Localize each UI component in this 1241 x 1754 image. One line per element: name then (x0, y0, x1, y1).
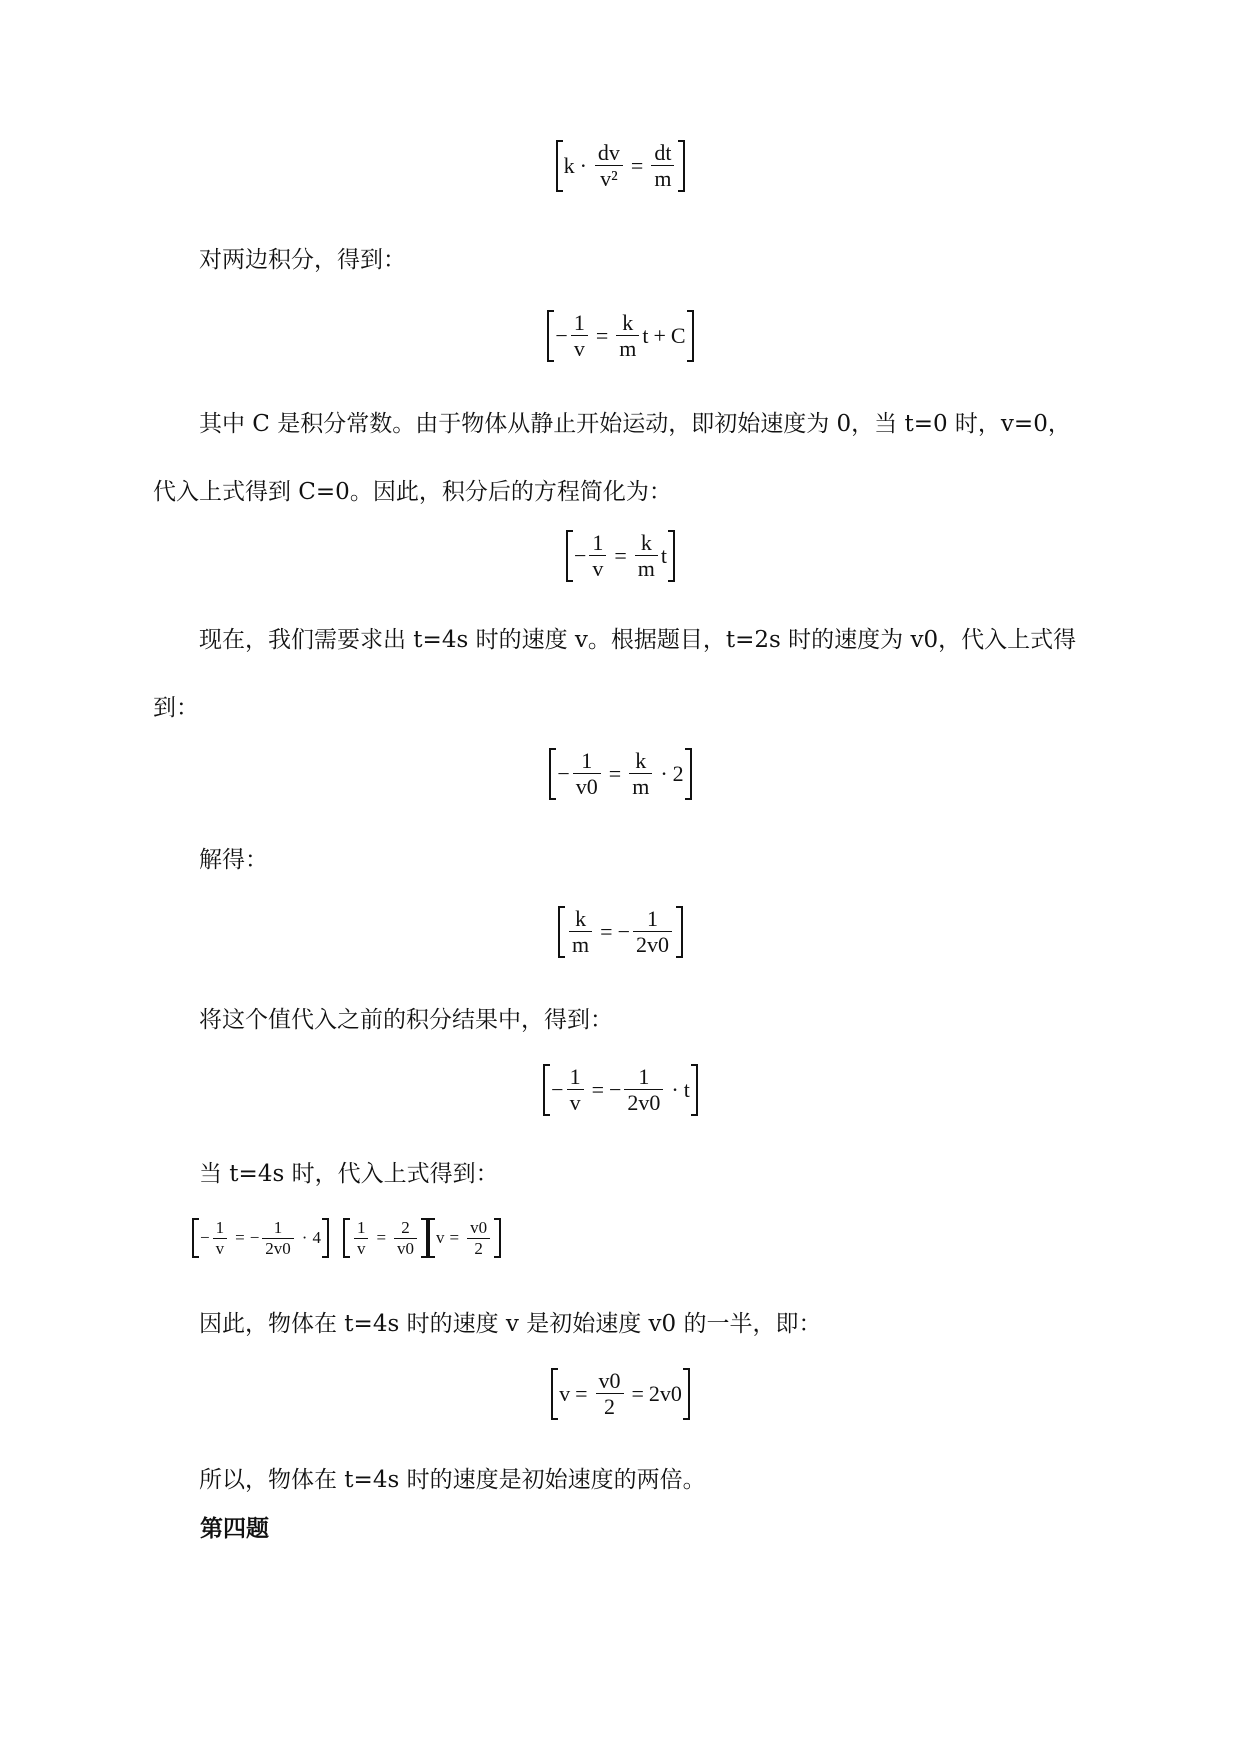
equation-at-t2: − $\frac{1}{v0}$ = $\frac{k}{m}$ · 2 (0, 748, 1241, 800)
equation-k-over-m: $\frac{k}{m}$ = − $\frac{1}{2v0}$ (0, 906, 1241, 958)
paragraph-substitute: 将这个值代入之前的积分结果中，得到： (199, 1007, 613, 1033)
paragraph-conclusion: 所以，物体在 t=4s 时的速度是初始速度的两倍。 (199, 1467, 706, 1493)
equation-t4-b: $\frac{1}{v}$ = $\frac{2}{v0}$ (343, 1218, 428, 1258)
paragraph-therefore: 因此，物体在 t=4s 时的速度 v 是初始速度 v0 的一半，即： (199, 1311, 822, 1337)
paragraph-constant: 其中 C 是积分常数。由于物体从静止开始运动，即初始速度为 0，当 t=0 时，v=0，代入上式得到 C=0。因此，积分后的方程简化为： (153, 411, 1071, 505)
equation-result: v = $\frac{v0}{2}$ = 2v0 (0, 1368, 1241, 1420)
equation-t4-c: v = $\frac{v0}{2}$ (428, 1218, 501, 1258)
paragraph-solve: 解得： (199, 847, 268, 873)
equation-separation: k · $\frac{dv}{\text{v²}}$ = $\frac{dt}{m}$ (0, 140, 1241, 192)
equation-row-t4 (192, 1218, 501, 1258)
equation-simplified: − $\frac{1}{v}$ = $\frac{k}{m}$ t (0, 530, 1241, 582)
paragraph-find-velocity: 现在，我们需要求出 t=4s 时的速度 v。根据题目，t=2s 时的速度为 v0，代入上式得到： (153, 627, 1077, 721)
equation-velocity-time: − $\frac{1}{v}$ = − $\frac{1}{2v0}$ · t (0, 1064, 1241, 1116)
paragraph-integrate: 对两边积分，得到： (199, 247, 406, 273)
section-heading: 第四题 (200, 1515, 269, 1542)
paragraph-at-t4: 当 t=4s 时，代入上式得到： (199, 1161, 499, 1187)
equation-t4-a: − $\frac{1}{v}$ = − $\frac{1}{2v0}$ · 4 (192, 1218, 329, 1258)
equation-integrated: − $\frac{1}{v}$ = $\frac{k}{m}$ t + C (0, 310, 1241, 362)
